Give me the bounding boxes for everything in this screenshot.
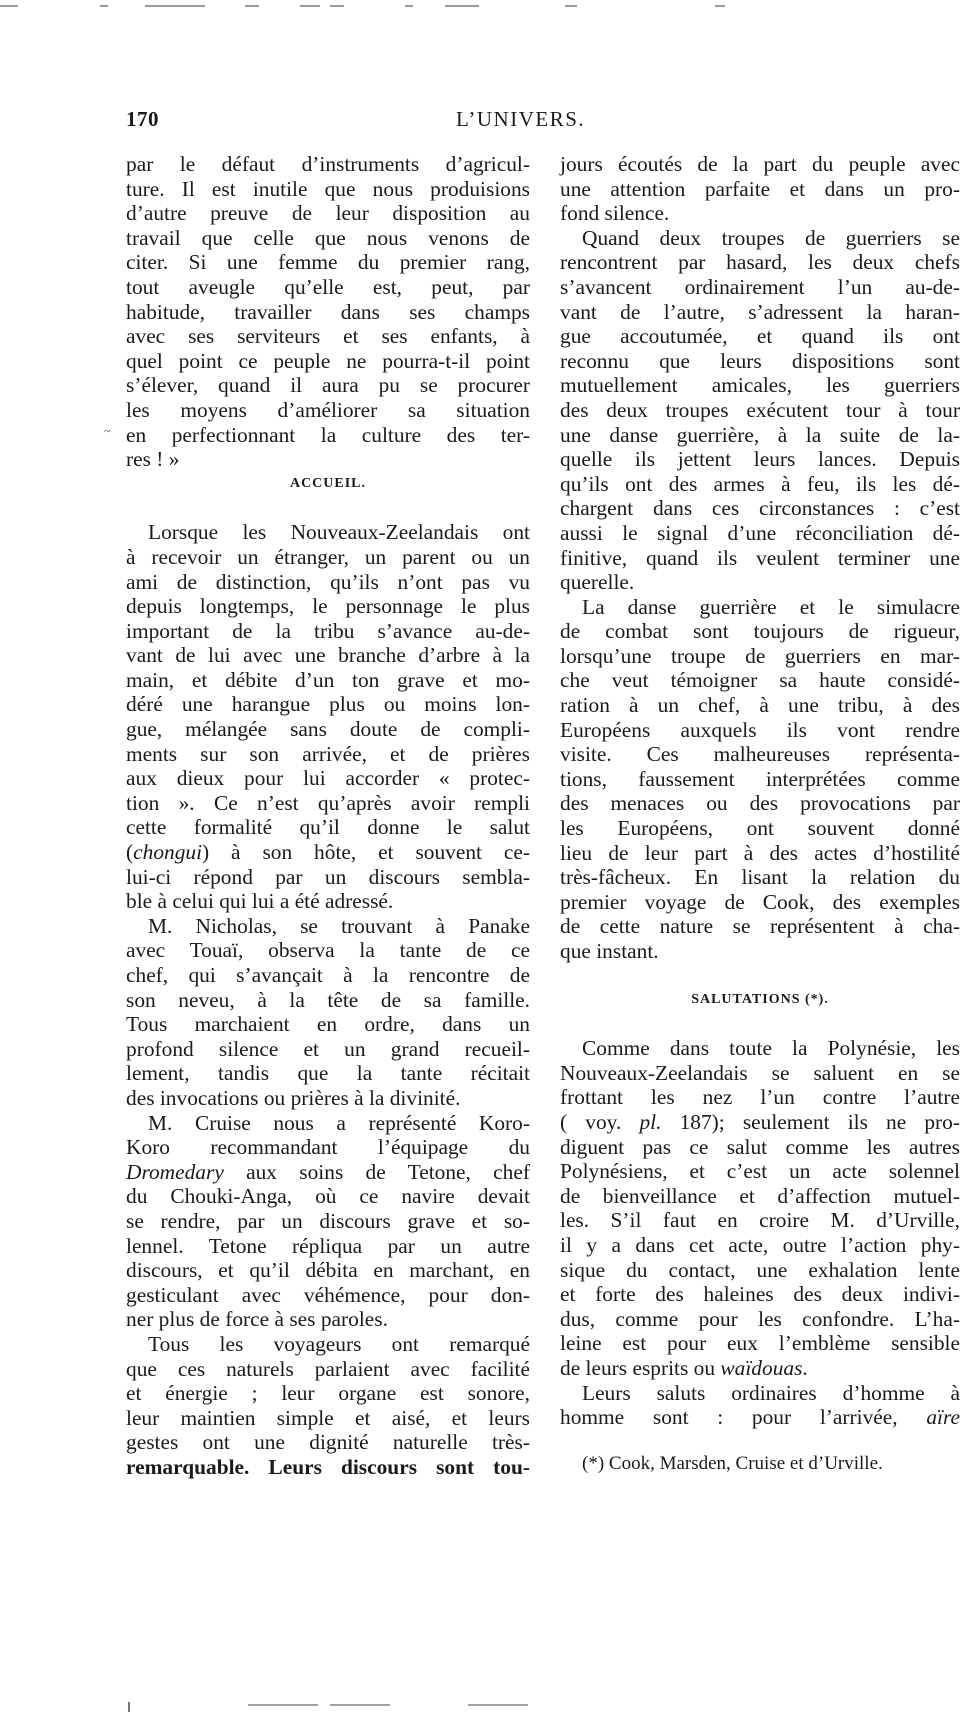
text-line: ble à celui qui lui a été adressé. (126, 889, 394, 914)
text-fragment: homme sont : pour l’arrivée, (560, 1405, 927, 1430)
text-line: sique du contact, une exhalation lente (560, 1257, 960, 1282)
text-line: La danse guerrière et le simulacre (582, 594, 960, 619)
text-line: Leurs saluts ordinaires d’homme à (582, 1380, 960, 1405)
text-line: par le défaut d’instruments d’agricul- (126, 152, 530, 176)
text-line: depuis longtemps, le personnage le plus (126, 594, 530, 619)
spacer (560, 964, 960, 988)
page-number: 170 (126, 107, 159, 131)
text-line: il y a dans cet acte, outre l’action phy- (560, 1232, 960, 1257)
text-line: frottant les nez l’un contre l’autre (560, 1085, 960, 1110)
text-line: M. Cruise nous a représenté Koro- (148, 1110, 530, 1135)
text-line: lennel. Tetone répliqua par un autre (126, 1233, 530, 1258)
text-line: déré une harangue plus ou moins lon- (126, 692, 530, 717)
text-line: cette formalité qu’il donne le salut (126, 815, 530, 840)
text-line: important de la tribu s’avance au-de- (126, 618, 530, 643)
section-heading-accueil: ACCUEIL. (289, 475, 367, 491)
text-fragment: de leurs esprits ou (560, 1355, 721, 1380)
text-line: Koro recommandant l’équipage du (126, 1135, 530, 1160)
paragraph (126, 1111, 530, 1332)
text-fragment: aux soins de Tetone, chef (223, 1159, 530, 1184)
text-line: et forte des haleines des deux indivi- (560, 1282, 960, 1307)
text-line: quelle ils jettent leurs lances. Depuis (560, 447, 960, 472)
text-line: querelle. (560, 570, 635, 595)
text-line: gue, mélangée sans doute de compli- (126, 717, 530, 742)
text-line: tions, faussement interprétées comme (560, 766, 960, 791)
text-line: quel point ce peuple ne pourra-t-il point (126, 348, 530, 373)
italic-term: chongui (133, 840, 203, 865)
right-column (560, 152, 960, 1476)
paragraph (560, 152, 960, 226)
text-line: Européens auxquels ils vont rendre (560, 717, 960, 742)
text-line: qu’ils ont des armes à feu, ils les dé- (560, 471, 960, 496)
text-line: chef, qui s’avançait à la rencontre de (126, 963, 530, 987)
text-line: lieu de leur part à des actes d’hostilité (560, 840, 960, 865)
scan-artifact-top (0, 2, 978, 12)
margin-mark: ~ (104, 424, 111, 438)
paragraph (560, 226, 960, 595)
text-line: des menaces ou des provocations par (560, 791, 960, 816)
paragraph (560, 595, 960, 964)
text-fragment: 187); seulement ils ne pro- (661, 1109, 960, 1134)
text-line: des invocations ou prières à la divinité. (126, 1085, 461, 1110)
text-line: M. Nicholas, se trouvant à Panake (148, 913, 530, 938)
text-line: travail que celle que nous venons de (126, 225, 530, 250)
text-line: de cette nature se représentent à cha- (560, 914, 960, 939)
text-fragment: ( voy. (560, 1109, 640, 1134)
text-fragment: ( (126, 840, 134, 865)
text-line: que ces naturels parlaient avec facilité (126, 1356, 530, 1381)
text-line: remarquable. Leurs discours sont tou- (126, 1454, 530, 1479)
italic-term: waïdouas (720, 1355, 803, 1380)
left-column (126, 152, 530, 1479)
text-line: Tous les voyageurs ont remarqué (148, 1331, 530, 1356)
text-line: vant de lui avec une branche d’arbre à la (126, 643, 530, 668)
text-line: que instant. (560, 939, 659, 963)
text-line: avec ses serviteurs et ses enfants, à (126, 324, 530, 349)
text-line: aux dieux pour lui accorder « protec- (126, 766, 530, 791)
text-line (560, 1405, 960, 1430)
text-line: une danse guerrière, à la suite de la- (560, 422, 960, 447)
text-line: très-fâcheux. En lisant la relation du (560, 865, 960, 890)
italic-term: aïre (926, 1405, 960, 1430)
spacer (560, 1012, 960, 1036)
text-line: ami de distinction, qu’ils n’ont pas vu (126, 569, 530, 594)
paragraph (126, 914, 530, 1111)
text-line (560, 1356, 960, 1381)
text-fragment: ) à son hôte, et souvent ce- (202, 840, 530, 865)
text-line: gestes ont une dignité naturelle très- (126, 1430, 530, 1455)
text-line: d’autre preuve de leur disposition au (126, 201, 530, 226)
text-line: une attention parfaite et dans un pro- (560, 176, 960, 201)
paragraph (560, 1036, 960, 1380)
text-line (126, 1160, 530, 1185)
section-heading-salutations: SALUTATIONS (*). (691, 991, 829, 1007)
text-line: leine est pour eux l’emblème sensible (560, 1331, 960, 1356)
text-line: ner plus de force à ses paroles. (126, 1307, 388, 1332)
text-line: les. S’il faut en croire M. d’Urville, (560, 1208, 960, 1233)
text-line: leur maintien simple et aisé, et leurs (126, 1405, 530, 1430)
text-line: fond silence. (560, 201, 670, 226)
text-line: gesticulant avec véhémence, pour don- (126, 1282, 530, 1307)
text-line: res ! » (126, 447, 180, 472)
page-header (126, 107, 956, 137)
italic-plate-ref: pl. (639, 1109, 662, 1134)
text-line: les moyens d’améliorer sa situation (126, 397, 530, 422)
text-line: jours écoutés de la part du peuple avec (560, 152, 960, 176)
text-line (560, 1110, 960, 1135)
text-line: finitive, quand ils veulent terminer une (560, 545, 960, 570)
text-line: ments sur son arrivée, et de prières (126, 741, 530, 766)
text-line: habitude, travailler dans ses champs (126, 299, 530, 324)
text-line: lement, tandis que la tante récitait (126, 1061, 530, 1086)
spacer (126, 496, 530, 520)
text-line: à recevoir un étranger, un parent ou un (126, 544, 530, 569)
paragraph (126, 1332, 530, 1480)
text-line: Comme dans toute la Polynésie, les (582, 1036, 960, 1061)
text-line: du Chouki-Anga, où ce navire devait (126, 1184, 530, 1209)
text-line: en perfectionnant la culture des ter- (126, 422, 530, 447)
text-line: rencontrent par hasard, les deux chefs (560, 250, 960, 275)
running-title: L’UNIVERS. (456, 107, 586, 131)
text-line: lui-ci répond par un discours sembla- (126, 864, 530, 889)
text-line: vant de l’autre, s’adressent la haran- (560, 299, 960, 324)
text-line: chargent dans ces circonstances : c’est (560, 496, 960, 521)
italic-ship-name: Dromedary (126, 1159, 224, 1184)
text-line: premier voyage de Cook, des exemples (560, 889, 960, 914)
text-line: de bienveillance et d’affection mutuel- (560, 1183, 960, 1208)
text-line: tout aveugle qu’elle est, peut, par (126, 274, 530, 299)
text-line: lorsqu’une troupe de guerriers en mar- (560, 643, 960, 668)
text-line: s’avancent ordinairement l’un au-de- (560, 274, 960, 299)
text-line: Nouveaux-Zeelandais se saluent en se (560, 1060, 960, 1085)
text-fragment: . (802, 1355, 808, 1380)
text-line: mutuellement amicales, les guerriers (560, 373, 960, 398)
text-line: des deux troupes exécutent tour à tour (560, 397, 960, 422)
text-line: tion ». Ce n’est qu’après avoir rempli (126, 790, 530, 815)
text-line: citer. Si une femme du premier rang, (126, 250, 530, 275)
paragraph (126, 152, 530, 472)
text-line: dus, comme pour les confondre. L’ha- (560, 1306, 960, 1331)
text-line: visite. Ces malheureuses représenta- (560, 742, 960, 767)
paragraph (126, 520, 530, 914)
text-line: s’élever, quand il aura pu se procurer (126, 373, 530, 398)
text-line: diguent pas ce salut comme les autres (560, 1134, 960, 1159)
text-line: che veut témoigner sa haute considé- (560, 668, 960, 693)
text-line: ration à un chef, à une tribu, à des (560, 693, 960, 718)
paragraph (560, 1381, 960, 1430)
text-line: Lorsque les Nouveaux-Zeelandais ont (148, 520, 530, 545)
text-line (126, 840, 530, 865)
text-line: son neveu, à la tête de sa famille. (126, 987, 530, 1012)
text-line: les Européens, ont souvent donné (560, 816, 960, 841)
text-line: discours, et qu’il débita en marchant, en (126, 1258, 530, 1283)
text-line: Tous marchaient en ordre, dans un (126, 1012, 530, 1037)
text-line: se rendre, par un discours grave et so- (126, 1208, 530, 1233)
scan-artifact-bottom (0, 1700, 978, 1712)
text-line: Polynésiens, et c’est un acte solennel (560, 1159, 960, 1184)
text-line: aussi le signal d’une réconciliation dé- (560, 520, 960, 545)
text-line: et énergie ; leur organe est sonore, (126, 1381, 530, 1406)
text-line: gue accoutumée, et quand ils ont (560, 324, 960, 349)
text-line: profond silence et un grand recueil- (126, 1036, 530, 1061)
text-line: reconnu que leurs dispositions sont (560, 348, 960, 373)
text-line: main, et débite d’un ton grave et mo- (126, 667, 530, 692)
text-line: Quand deux troupes de guerriers se (582, 225, 960, 250)
footnote: (*) Cook, Marsden, Cruise et d’Urville. (582, 1452, 883, 1474)
text-line: avec Touaï, observa la tante de ce (126, 938, 530, 963)
text-line: de combat sont toujours de rigueur, (560, 619, 960, 644)
text-line: ture. Il est inutile que nous produisions (126, 176, 530, 201)
